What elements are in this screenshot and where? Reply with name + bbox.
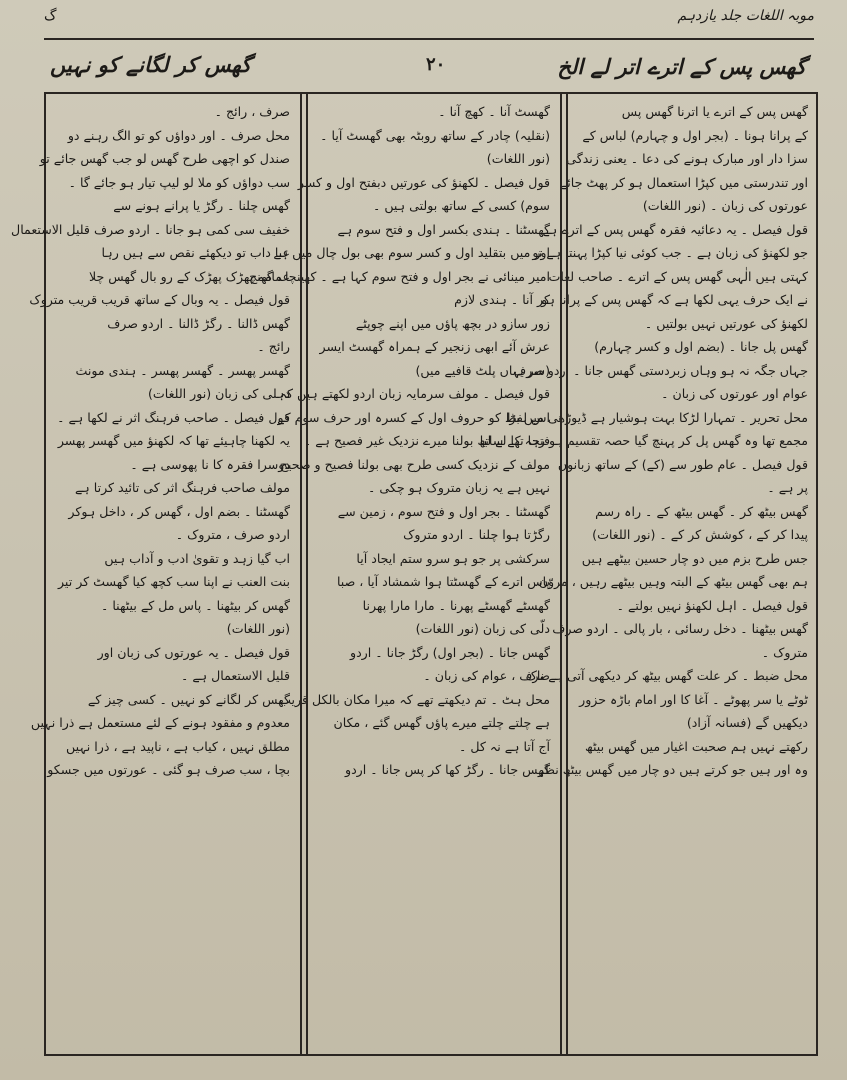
text-line: عبا داب تو دیکھئے نقص سے ہیں رہا (101, 245, 290, 260)
running-head-left: گھس کر لگانے کو نہیں (50, 52, 252, 77)
text-line: سب دواؤں کو ملا لو لیپ تیار ہو جائے گا ۔ (68, 174, 290, 190)
column-divider (300, 94, 308, 1054)
text-line: قول فیصل ۔ لکھنؤ کی عورتیں دبفتح اول و کسر (297, 174, 550, 190)
text-line: پر ہے ۔ (767, 480, 808, 495)
text-line: قول فیصل ۔ یہ عورتوں کی زبان اور (97, 644, 290, 660)
text-line: گھس پل جانا ۔ (بضم اول و کسر چہارم) (594, 339, 808, 354)
text-line: (نور اللغات) (486, 151, 550, 166)
text-line: عرش آئے ابھی زنجیر کے ہمراہ گھسٹ ایسر (319, 339, 550, 354)
page-number: ۲۰ (426, 54, 446, 75)
text-line: بنت العنب نے اپنا سب کچھ کیا گھسٹ کر تیر (57, 574, 290, 589)
text-line: پیدا کر کے ، کوشش کر کے ۔ (نور اللغات) (592, 527, 808, 542)
text-line: گھسٹنا ۔ ہندی بکسر اول و فتح سوم ہے (337, 221, 550, 237)
text-line: گھس جانا ۔ رگڑ کھا کر پس جانا ۔ اردو (344, 762, 550, 777)
text-line: صرف ، عوام کی زبان ۔ (423, 668, 550, 683)
text-line: گھسٹنا ۔ بجر اول و فتح سوم ، زمین سے (337, 503, 550, 519)
text-line: رکھتے نہیں ہم صحبت اغیار میں گھس بیٹھ (585, 738, 808, 754)
text-line: گھس چلنا ۔ رگڑ یا پرانے ہونے سے (113, 198, 290, 213)
corner-mark: گ (44, 8, 57, 24)
text-line: عمامہ پھڑک پھڑک کے رو بال گھس چلا (88, 268, 290, 284)
text-line: (نور اللغات) (226, 621, 290, 636)
text-line: عوام اور عورتوں کی زبان ۔ (661, 386, 808, 401)
text-line: گھس پس کے اترے یا اترنا گھس پس (621, 104, 808, 119)
text-line: معدوم و مفقود ہونے کے لئے مستعمل ہے ذرا نہیں (30, 715, 290, 730)
text-line: پاس اترے کے گھسٹتا ہوا شمشاد آیا ، صبا (336, 574, 550, 589)
text-line: گھسٹے گھسٹے پھرنا ۔ مارا مارا پھرنا (362, 597, 550, 613)
text-line: رگڑتا ہوا چلنا ۔ اردو متروک (403, 527, 550, 542)
text-line: گھسر پھسر ۔ گھسر پھسر ۔ ہندی مونث (75, 362, 290, 378)
text-line: قلیل الاستعمال ہے ۔ (180, 668, 290, 683)
text-line: محل ضبط ۔ کر علت گھس بیٹھ کر دیکھی آتی ہے ناک (525, 668, 808, 683)
text-line: محل صرف ۔ اور دواؤں کو تو الگ رہنے دو (67, 127, 290, 143)
text-line: کے پرانا ہونا ۔ (بجر اول و چہارم) لباس کے (582, 127, 808, 143)
text-line: قول فیصل ۔ اہل لکھنؤ نہیں بولتے ۔ (616, 597, 808, 613)
text-line: بچا ، سب صرف ہو گئی ۔ عورتوں میں جسکو (47, 762, 290, 777)
text-line: محل تحریر ۔ تمہارا لڑکا بہت ہوشیار ہے ڈیوڑھی میں بڑا (505, 409, 808, 425)
text-line: مولف صاحب فرہنگ اثر کی تائید کرتا ہے (75, 480, 290, 495)
text-line: قول فیصل ۔ یہ دعائیہ فقرہ گھس پس کے اترے ہے (542, 221, 808, 237)
text-line: گھس جانا ۔ (بجر اول) رگڑ جانا ۔ اردو (349, 644, 550, 660)
text-line: گھس بیٹھنا ۔ دخل رسائی ، بار پالی ۔ اردو صرف (552, 621, 808, 636)
text-line: جہاں جگہ نہ ہو وہاں زبردستی گھس جانا ۔ اردو صرف (513, 362, 808, 378)
text-line: قول فیصل ۔ یہ وبال کے ساتھ قریب قریب متروک (29, 292, 290, 307)
text-line: یہ لکھنا چاہیئے تھا کہ لکھنؤ میں گھسر پھسر (57, 433, 290, 448)
text-line: عورتوں کی زبان ۔ (نور اللغات) (642, 198, 808, 213)
text-line: گھس کر لگانے کو نہیں ۔ کسی چیز کے (87, 691, 290, 707)
column-divider (560, 94, 568, 1054)
text-line: جو لکھنؤ کی زبان ہے ۔ جب کوئی نیا کپڑا پہنتا ہے تو (532, 245, 808, 260)
text-line: سرکشی پر جو ہو سرو ستم ایجاد آیا (356, 550, 550, 566)
text-line: رائج ۔ (257, 339, 290, 354)
text-line: مطلق نہیں ، کیاب ہے ، ناپید ہے ، ذرا نہیں (66, 738, 290, 754)
text-line: صندل کو اچھی طرح گھس لو جب گھس جائے تو (39, 151, 290, 166)
text-line: اس لفظ کو حروف اول کے کسرہ اور حرف سوم کے (277, 409, 550, 425)
text-line: (سر یہاں پلٹ قافیے میں) (415, 362, 550, 378)
text-line: امیر مینائی نے بجر اول و فتح سوم کہا ہے ۔ کھینچا ، گھنچ (249, 268, 550, 284)
column-left (11, 94, 298, 1054)
text-line: گھس ڈالنا ۔ رگڑ ڈالنا ۔ اردو صرف (107, 315, 290, 331)
running-head-right: گھس پس کے اترے اتر لے الخ (557, 54, 806, 79)
text-line: گھس کر بیٹھنا ۔ پاس مل کے بیٹھنا ۔ (100, 597, 290, 613)
text-line: گھسٹنا ۔ بضم اول ، گھس کر ، داخل ہوکر (68, 503, 290, 519)
text-line: کہتی ہیں الٰہی گھس پس کے اترے ۔ صاحب لغات (548, 268, 808, 284)
text-line: متروک ۔ (761, 644, 808, 660)
text-line: دہلی کی زبان (نور اللغات) (147, 386, 290, 401)
text-line: لکھنؤ کی عورتیں نہیں بولتیں ۔ (644, 315, 808, 331)
text-line: مولف کے نزدیک کسی طرح بھی بولنا فصیح و صحیح (279, 456, 550, 472)
columns-frame (11, 92, 818, 1056)
text-line: اردو صرف ، متروک ۔ (175, 527, 290, 542)
text-line: زور سازو در بچھ پاؤں میں اپنے چوپٹے (355, 315, 550, 331)
text-line: نے ایک حرف یہی لکھا ہے کہ گھس پس کے پرانا ہو (541, 292, 808, 307)
text-line: دیکھیں گے (فسانہ آزاد) (686, 715, 808, 730)
header-rule-top (44, 38, 814, 40)
text-line: فتحہ کے ساتھ بولنا میرے نزدیک غیر فصیح ہے ۔ (303, 433, 550, 448)
text-line: قول فیصل ۔ مولف سرمایہ زبان اردو لکھتے ہیں کہ (279, 386, 550, 401)
text-line: آج آتا ہے نہ کل ۔ (458, 738, 550, 754)
text-line: ہم بھی گھس بیٹھ کے البتہ وہیں بیٹھے رہیں ، مروّن (538, 574, 808, 589)
page-header (44, 8, 814, 90)
text-line: قول فیصل ۔ صاحب فرہنگ اثر نے لکھا ہے ۔ (57, 409, 290, 425)
volume-note: موبہ اللغات جلد یازدہم (677, 8, 814, 24)
text-line: سزا دار اور مبارک ہونے کی دعا ۔ یعنی زندگی (566, 151, 808, 166)
text-line: اور تندرستی میں کپڑا استعمال ہو کر پھٹ جائے (559, 174, 808, 190)
text-line: اور میں بتقلید اول و کسر سوم بھی بول چال میں ہے (273, 245, 550, 260)
text-line: جس طرح بزم میں دو چار حسین بیٹھے ہیں (581, 550, 808, 566)
text-line: اب گیا زہد و تقویٰ ادب و آداب ہیں (104, 550, 290, 566)
text-line: محل ہٹ ۔ تم دیکھتے تھے کہ میرا مکان بالکل قریب (279, 691, 550, 707)
text-line: وہ اور ہیں جو کرتے ہیں دو چار میں گھس بیٹھ نظر (537, 762, 808, 777)
text-line: کر آنا ۔ ہندی لازم (454, 292, 550, 307)
text-line: قول فیصل ۔ عام طور سے (کے) کے ساتھ زبانوں (557, 456, 808, 472)
text-line: ہے چلتے چلتے میرے پاؤں گھس گئے ، مکان (333, 715, 550, 730)
text-line: صرف ، رائج ۔ (214, 104, 290, 119)
text-line: دوسرا فقرہ کا نا پھوسی ہے ۔ (130, 456, 290, 472)
text-line: ٹوٹے یا سر پھوٹے ۔ آغا کا اور امام باڑہ حزور (579, 691, 808, 707)
text-line: سوم) کسی کے ساتھ بولتی ہیں ۔ (372, 198, 550, 213)
text-line: خفیف سی کمی ہو جانا ۔ اردو صرف قلیل الاستعمال (11, 221, 290, 237)
text-line: گھس بیٹھ کر ۔ گھس بیٹھ کے ۔ راہ رسم (595, 503, 808, 519)
text-line: نہیں ہے یہ زبان متروک ہو چکی ۔ (368, 480, 550, 495)
text-line: دلّی کی زبان (نور اللغات) (415, 621, 550, 636)
text-line: مجمع تھا وہ گھس پل کر پہنچ گیا حصہ تقسیم ہو رہا تھا لے لیا (479, 433, 808, 448)
text-line: (نقلیہ) چادر کے ساتھ روبٹہ بھی گھسٹ آیا ۔ (320, 127, 550, 143)
text-line: گھسٹ آنا ۔ کھچ آنا ۔ (438, 104, 550, 119)
